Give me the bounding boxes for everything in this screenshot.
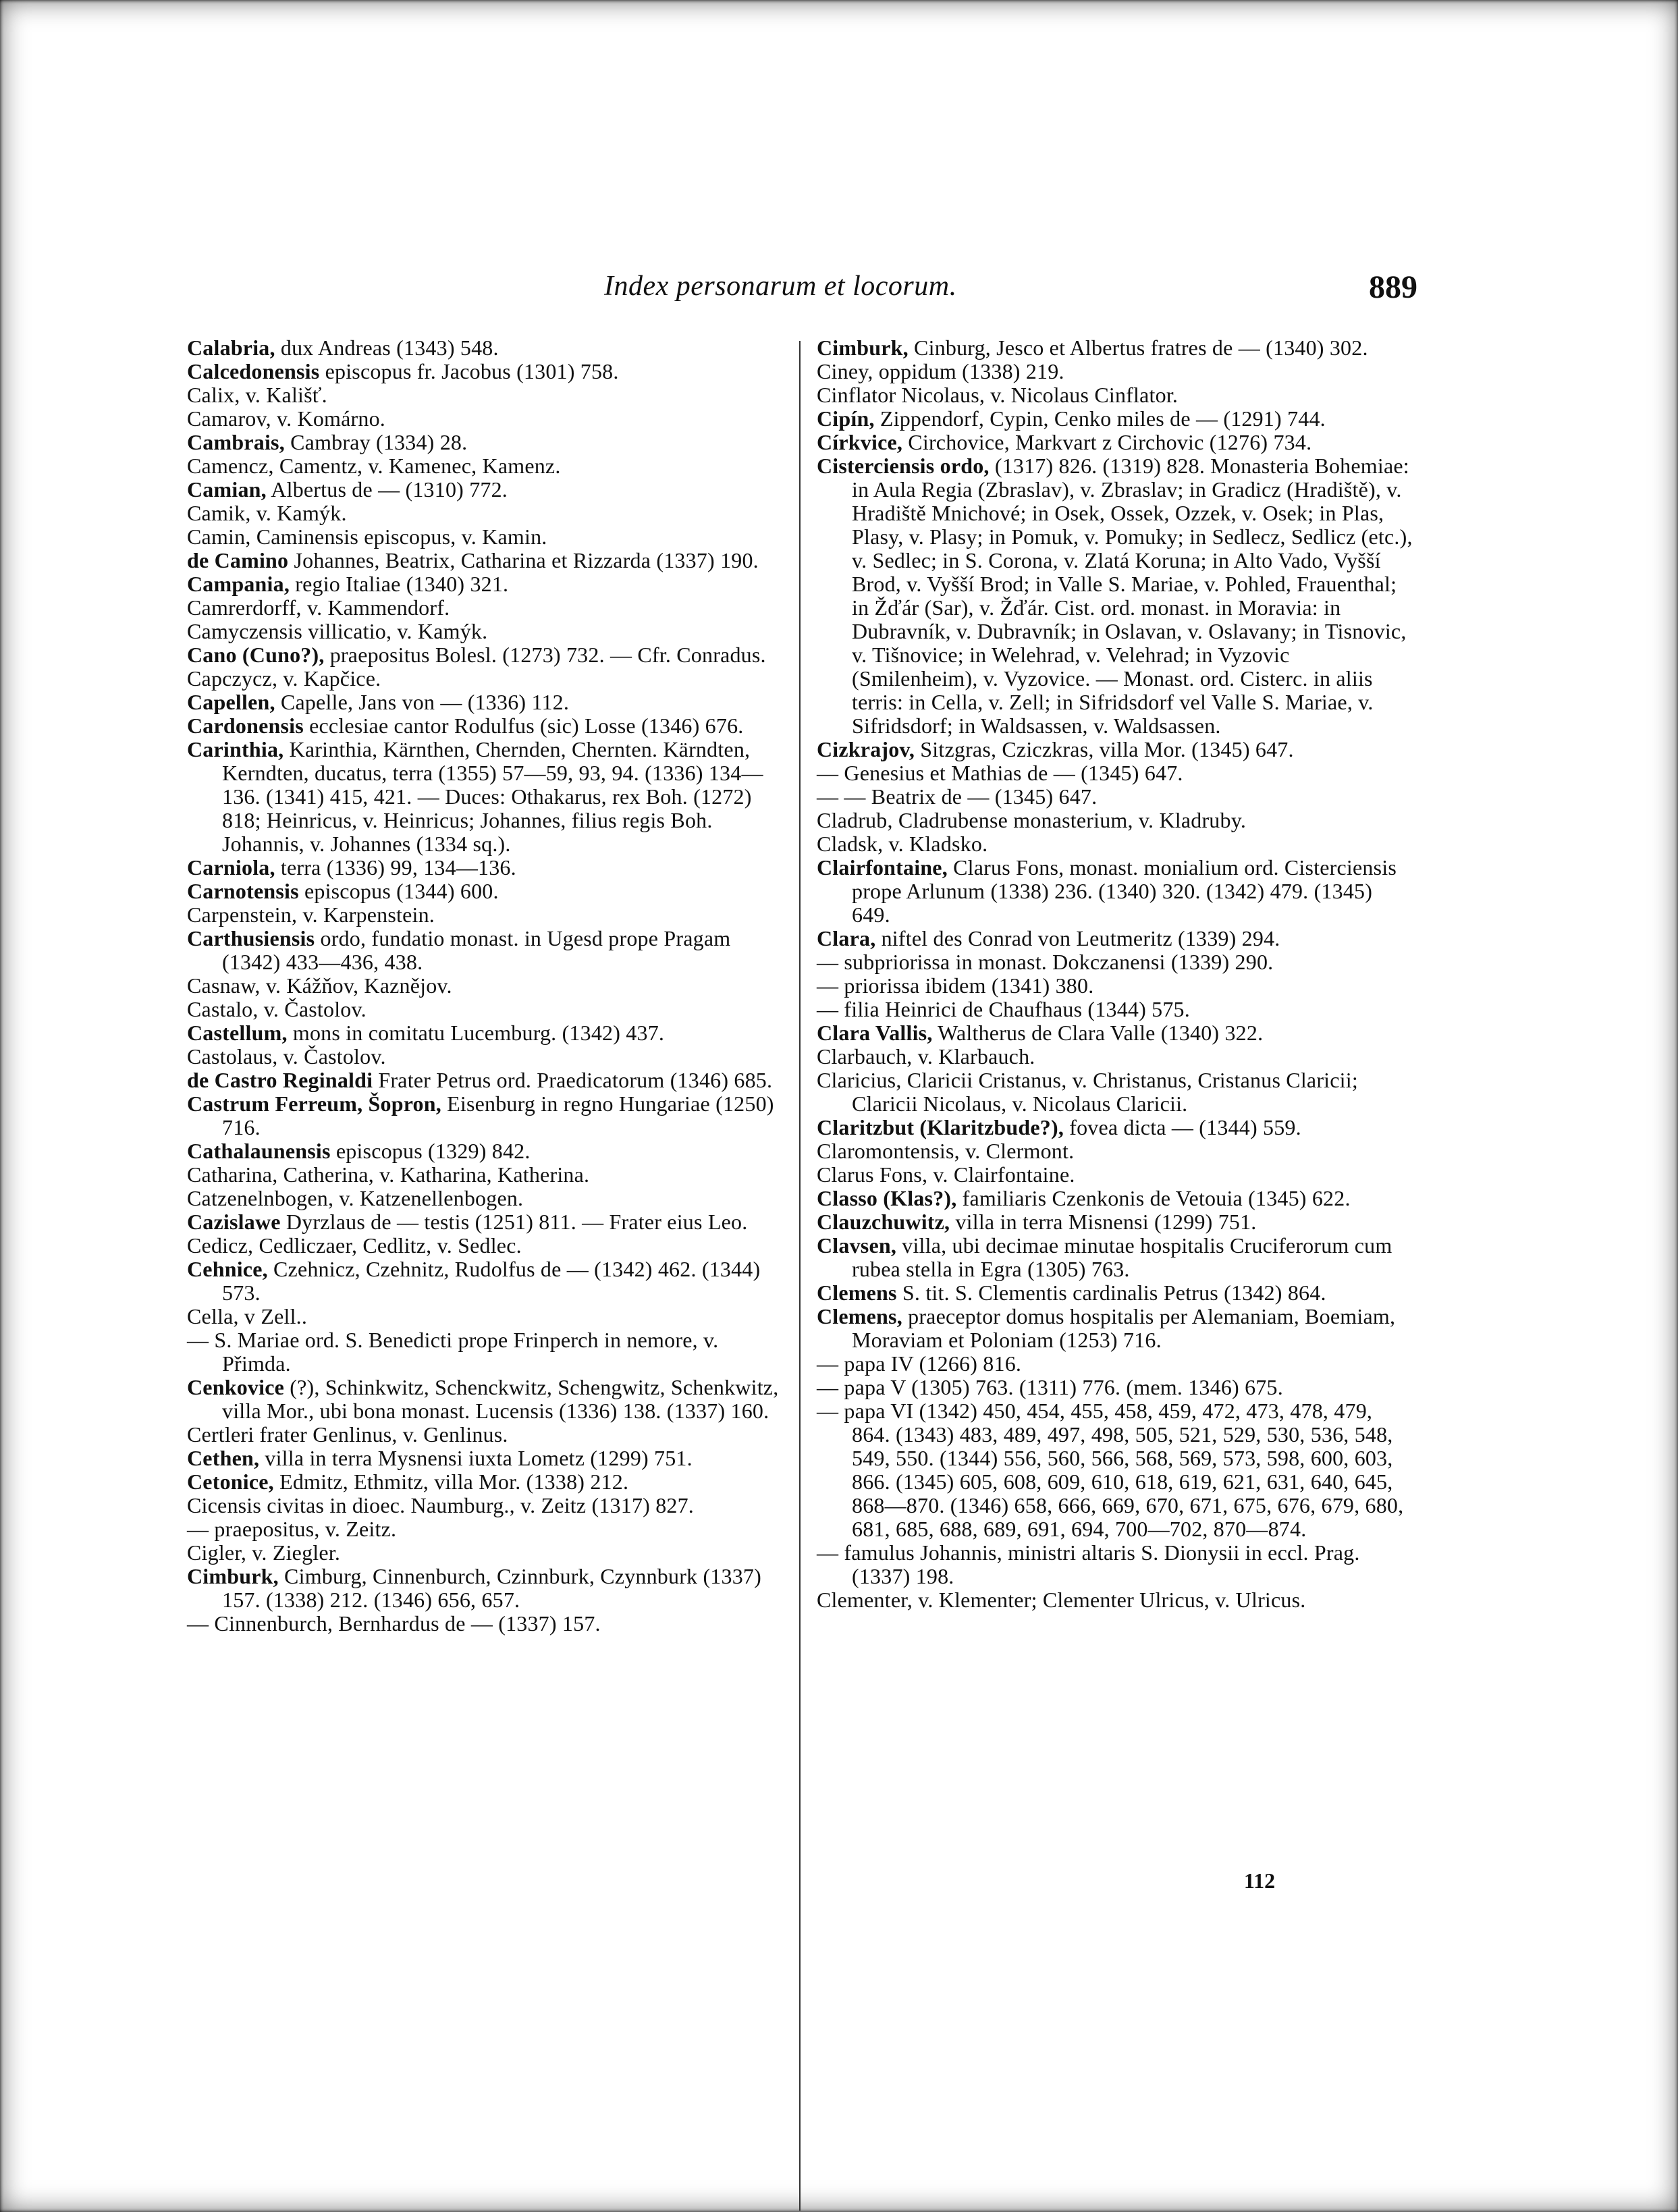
index-entry [187,643,784,667]
index-entry [817,1305,1414,1352]
entry-text: Waltherus de Clara Valle (1340) 322. [932,1021,1264,1045]
entry-text: Ciney, oppidum (1338) 219. [817,359,1064,383]
index-entry [817,407,1414,431]
index-entry [187,1045,784,1069]
entry-text: Edmitz, Ethmitz, villa Mor. (1338) 212. [273,1469,629,1494]
entry-text: (1317) 826. (1319) 828. Monasteria Bohemiae: in Aula Regia (Zbraslav), v. Zbraslav; in Gradicz (Hradiště), v. Hradiště Mnichové; in Osek, Ossek, Ozzek, v. Osek; in Plas, Plasy, v. Plasy; in Pomuk, v. Pomuky; in Sedlecz, Sedlicz (etc.), v. Sedlec; in S. Corona, v. Zlatá Koruna; in Alto Vado, Vyšší Brod, v. Vyšší Brod; in Valle S. Mariae, v. Pohled, Frauenthal; in Žďár (Sar), v. Žďár. Cist. ord. monast. in Moravia: in Dubravník, v. Dubravník; in Oslavan, v. Oslavany; in Tisnovic, v. Tišnovice; in Welehrad, v. Velehrad; in Vyzovic (Smilenheim), v. Vyzovice. — Monast. ord. Cisterc. in aliis terris: in Cella, v. Zell; in Sifridsdorf vel Valle S. Mariae, v. Sifridsdorf; in Waldsassen, v. Waldsassen. [852,454,1413,738]
entry-headword: Cimburk, [187,1564,279,1588]
entry-text: Certleri frater Genlinus, v. Genlinus. [187,1422,508,1447]
entry-headword: Calabria, [187,335,275,360]
entry-headword: Claritzbut (Klaritzbude?), [817,1115,1064,1139]
entry-text: Johannes, Beatrix, Catharina et Rizzarda (1337) 190. [288,548,759,572]
entry-text: S. tit. S. Clementis cardinalis Petrus (1342) 864. [896,1280,1326,1305]
entry-text: — subpriorissa in monast. Dokczanensi (1339) 290. [817,950,1274,974]
entry-text: Camencz, Camentz, v. Kamenec, Kamenz. [187,454,561,478]
entry-text: Clementer, v. Klementer; Clementer Ulricus, v. Ulricus. [817,1588,1306,1612]
index-entry [187,1376,784,1423]
entry-text: Albertus de — (1310) 772. [266,477,508,502]
entry-text: Castolaus, v. Častolov. [187,1044,386,1069]
entry-headword: Cetonice, [187,1469,274,1494]
entry-text: niftel des Conrad von Leutmeritz (1339) 294. [875,926,1280,950]
index-entry [817,1116,1414,1139]
index-entry [187,1423,784,1447]
index-entry [817,1187,1414,1210]
index-entry [817,832,1414,856]
entry-headword: Církvice, [817,430,903,454]
entry-text: Cinflator Nicolaus, v. Nicolaus Cinflator. [817,383,1179,407]
index-entry [187,620,784,643]
index-entry [187,998,784,1021]
entry-text: Camarov, v. Komárno. [187,406,385,431]
index-entry [187,1447,784,1470]
index-entry [187,1187,784,1210]
index-entry [187,903,784,927]
entry-text: — papa V (1305) 763. (1311) 776. (mem. 1346) 675. [817,1375,1283,1399]
entry-text: Karinthia, Kärnthen, Chernden, Chernten. Kärndten, Kerndten, ducatus, terra (1355) 57—59, 93, 94. (1336) 134—136. (1341) 415, 421. — Duces: Othakarus, rex Boh. (1272) 818; Heinricus, v. Heinricus; Johannes, filius regis Boh. Johannis, v. Johannes (1334 sq.). [222,737,763,856]
entry-headword: Carthusiensis [187,926,315,950]
entry-text: praeceptor domus hospitalis per Alemaniam, Boemiam, Moraviam et Poloniam (1253) 716. [852,1304,1396,1352]
entry-text: Clarus Fons, v. Clairfontaine. [817,1162,1075,1187]
entry-text: episcopus (1344) 600. [298,879,499,903]
index-entry [817,431,1414,454]
entry-headword: Cizkrajov, [817,737,915,761]
index-entry [187,1612,784,1636]
entry-headword: Cisterciensis ordo, [817,454,990,478]
entry-text: villa, ubi decimae minutae hospitalis Cruciferorum cum rubea stella in Egra (1305) 763. [852,1233,1392,1281]
entry-headword: Castrum Ferreum, Šopron, [187,1091,441,1116]
entry-text: ecclesiae cantor Rodulfus (sic) Losse (1346) 676. [303,713,744,738]
entry-text: — Cinnenburch, Bernhardus de — (1337) 157. [187,1611,601,1636]
entry-text: Capczycz, v. Kapčice. [187,666,381,691]
entry-text: fovea dicta — (1344) 559. [1064,1115,1301,1139]
entry-text: Camyczensis villicatio, v. Kamýk. [187,619,488,643]
index-entry [187,667,784,691]
entry-text: episcopus (1329) 842. [330,1139,531,1163]
entry-text: Cella, v Zell.. [187,1304,308,1328]
entry-text: Castalo, v. Častolov. [187,997,367,1021]
index-entry [817,785,1414,809]
entry-text: — filia Heinrici de Chaufhaus (1344) 575. [817,997,1190,1021]
index-entry [817,1399,1414,1541]
entry-text: — S. Mariae ord. S. Benedicti prope Frinperch in nemore, v. Přimda. [187,1328,719,1376]
entry-text: Cicensis civitas in dioec. Naumburg., v. Zeitz (1317) 827. [187,1493,695,1517]
entry-text: Dyrzlaus de — testis (1251) 811. — Frater eius Leo. [280,1210,748,1234]
running-header-title: Index personarum et locorum. [604,271,957,302]
index-entry [187,360,784,383]
index-entry [817,383,1414,407]
entry-text: Calix, v. Kališť. [187,383,327,407]
entry-text: praepositus Bolesl. (1273) 732. — Cfr. Conradus. [324,643,766,667]
entry-headword: Cimburk, [817,335,909,360]
entry-text: familiaris Czenkonis de Vetouia (1345) 622. [956,1186,1351,1210]
index-entry [187,1494,784,1517]
index-column-left [187,336,784,1636]
entry-text: dux Andreas (1343) 548. [275,335,499,360]
index-entry [187,927,784,974]
entry-text: Cimburg, Cinnenburch, Czinnburk, Czynnburk (1337) 157. (1338) 212. (1346) 656, 657. [222,1564,761,1612]
entry-headword: Capellen, [187,690,275,714]
entry-text: Catzenelnbogen, v. Katzenellenbogen. [187,1186,524,1210]
entry-headword: Calcedonensis [187,359,320,383]
entry-text: — papa VI (1342) 450, 454, 455, 458, 459, 472, 473, 478, 479, 864. (1343) 483, 489, 497, 498, 505, 521, 529, 530, 536, 548, 549, 550. (1344) 556, 560, 566, 568, 569, 573, 598, 600, 603, 866. (1345) 605, 608, 609, 610, 618, 619, 621, 631, 640, 645, 868—870. (1346) 658, 666, 669, 670, 671, 675, 676, 679, 680, 681, 685, 688, 689, 691, 694, 700—702, 870—874. [817,1399,1404,1541]
index-entry [817,454,1414,738]
entry-text: — priorissa ibidem (1341) 380. [817,973,1094,998]
index-entry [187,596,784,620]
entry-text: Cedicz, Cedliczaer, Cedlitz, v. Sedlec. [187,1233,522,1258]
index-entry [817,1210,1414,1234]
index-entry [187,431,784,454]
index-entry [817,1541,1414,1588]
index-entry [817,1281,1414,1305]
entry-text: — praepositus, v. Zeitz. [187,1517,397,1541]
printer-signature-mark: 112 [1243,1868,1276,1893]
index-entry [187,738,784,856]
entry-text: Cladrub, Cladrubense monasterium, v. Kladruby. [817,808,1247,832]
index-entry [187,1305,784,1328]
entry-text: Czehnicz, Czehnitz, Rudolfus de — (1342) 462. (1344) 573. [222,1257,761,1305]
entry-text: — papa IV (1266) 816. [817,1351,1022,1376]
index-entry [817,1069,1414,1116]
entry-text: (?), Schinkwitz, Schenckwitz, Schengwitz, Schenkwitz, villa Mor., ubi bona monast. Lucensis (1336) 138. (1337) 160. [222,1375,779,1423]
entry-text: Camrerdorff, v. Kammendorf. [187,595,450,620]
entry-text: Claromontensis, v. Clermont. [817,1139,1075,1163]
entry-headword: Carnotensis [187,879,299,903]
index-entry [817,998,1414,1021]
entry-headword: Camian, [187,477,267,502]
index-entry [817,761,1414,785]
entry-headword: Clemens, [817,1304,902,1328]
entry-headword: Clauzchuwitz, [817,1210,950,1234]
index-entry [187,714,784,738]
index-entry [817,1163,1414,1187]
entry-text: — famulus Johannis, ministri altaris S. Dionysii in eccl. Prag. (1337) 198. [817,1540,1360,1588]
index-entry [817,360,1414,383]
entry-headword: Cehnice, [187,1257,268,1281]
entry-text: Casnaw, v. Kážňov, Kaznějov. [187,973,452,998]
entry-headword: Carniola, [187,855,275,880]
entry-text: Cambray (1334) 28. [284,430,468,454]
index-entry [187,1163,784,1187]
entry-headword: Carinthia, [187,737,284,761]
index-entry [187,1258,784,1305]
entry-text: Clarus Fons, monast. monialium ord. Cisterciensis prope Arlunum (1338) 236. (1340) 320. (1342) 479. (1345) 649. [852,855,1397,927]
entry-headword: Classo (Klas?), [817,1186,957,1210]
entry-headword: Clairfontaine, [817,855,948,880]
entry-text: mons in comitatu Lucemburg. (1342) 437. [287,1021,665,1045]
entry-text: Catharina, Catherina, v. Katharina, Katherina. [187,1162,590,1187]
entry-text: Circhovice, Markvart z Circhovic (1276) 734. [902,430,1312,454]
index-entry [187,1541,784,1565]
index-entry [817,1234,1414,1281]
entry-headword: Cazislawe [187,1210,281,1234]
index-entry [187,856,784,880]
entry-headword: de Camino [187,548,289,572]
index-entry [187,407,784,431]
entry-text: Sitzgras, Cziczkras, villa Mor. (1345) 647. [915,737,1294,761]
index-entry [187,502,784,525]
entry-headword: Clemens [817,1280,897,1305]
entry-text: Zippendorf, Cypin, Cenko miles de — (1291) 744. [874,406,1326,431]
entry-text: regio Italiae (1340) 321. [290,572,509,596]
entry-headword: Cathalaunensis [187,1139,331,1163]
page-number: 889 [1369,269,1417,305]
entry-text: Camin, Caminensis episcopus, v. Kamin. [187,524,547,549]
entry-headword: Cenkovice [187,1375,285,1399]
entry-text: Eisenburg in regno Hungariae (1250) 716. [222,1091,774,1139]
index-entry [817,1352,1414,1376]
entry-text: ordo, fundatio monast. in Ugesd prope Pragam (1342) 433—436, 438. [222,926,731,974]
entry-headword: Clara, [817,926,876,950]
entry-text: Frater Petrus ord. Praedicatorum (1346) 685. [373,1068,773,1092]
index-entry [187,1517,784,1541]
index-entry [817,1139,1414,1163]
entry-text: Capelle, Jans von — (1336) 112. [275,690,570,714]
index-entry [817,336,1414,360]
index-entry [187,1565,784,1612]
index-entry [187,691,784,714]
index-entry [187,525,784,549]
entry-text: villa in terra Misnensi (1299) 751. [950,1210,1257,1234]
index-entry [187,336,784,360]
entry-text: Cladsk, v. Kladsko. [817,832,988,856]
index-entry [817,927,1414,950]
entry-text: terra (1336) 99, 134—136. [275,855,516,880]
entry-headword: Cethen, [187,1446,260,1470]
entry-headword: Cardonensis [187,713,304,738]
entry-text: episcopus fr. Jacobus (1301) 758. [319,359,619,383]
entry-headword: Cipín, [817,406,875,431]
entry-text: villa in terra Mysnensi iuxta Lometz (1299) 751. [259,1446,693,1470]
index-entry [187,478,784,502]
entry-text: Carpenstein, v. Karpenstein. [187,902,435,927]
entry-text: — Genesius et Mathias de — (1345) 647. [817,761,1183,785]
entry-text: Cinburg, Jesco et Albertus fratres de — (1340) 302. [908,335,1368,360]
entry-headword: de Castro Reginaldi [187,1068,373,1092]
index-entry [817,809,1414,832]
entry-text: — — Beatrix de — (1345) 647. [817,784,1098,809]
index-entry [817,1588,1414,1612]
column-divider [799,341,801,2211]
index-entry [187,572,784,596]
index-entry [817,738,1414,761]
entry-headword: Campania, [187,572,290,596]
entry-text: Claricius, Claricii Cristanus, v. Christanus, Cristanus Claricii; Claricii Nicolaus, v. Nicolaus Claricii. [817,1068,1358,1116]
entry-text: Clarbauch, v. Klarbauch. [817,1044,1035,1069]
index-entry [817,1376,1414,1399]
index-entry [817,1021,1414,1045]
entry-text: Cigler, v. Ziegler. [187,1540,341,1565]
index-entry [187,549,784,572]
index-column-right [817,336,1414,1612]
index-entry [187,1021,784,1045]
index-entry [187,880,784,903]
entry-text: Camik, v. Kamýk. [187,501,347,525]
entry-headword: Clara Vallis, [817,1021,933,1045]
entry-headword: Cano (Cuno?), [187,643,325,667]
index-entry [817,950,1414,974]
index-entry [187,974,784,998]
index-entry [817,974,1414,998]
index-entry [187,1328,784,1376]
entry-headword: Clavsen, [817,1233,897,1258]
index-entry [187,1069,784,1092]
index-entry [187,1139,784,1163]
index-entry [187,1210,784,1234]
index-entry [187,1470,784,1494]
index-entry [187,454,784,478]
index-entry [187,1234,784,1258]
entry-headword: Castellum, [187,1021,288,1045]
index-entry [187,383,784,407]
index-entry [817,856,1414,927]
entry-headword: Cambrais, [187,430,285,454]
index-entry [817,1045,1414,1069]
index-entry [187,1092,784,1139]
